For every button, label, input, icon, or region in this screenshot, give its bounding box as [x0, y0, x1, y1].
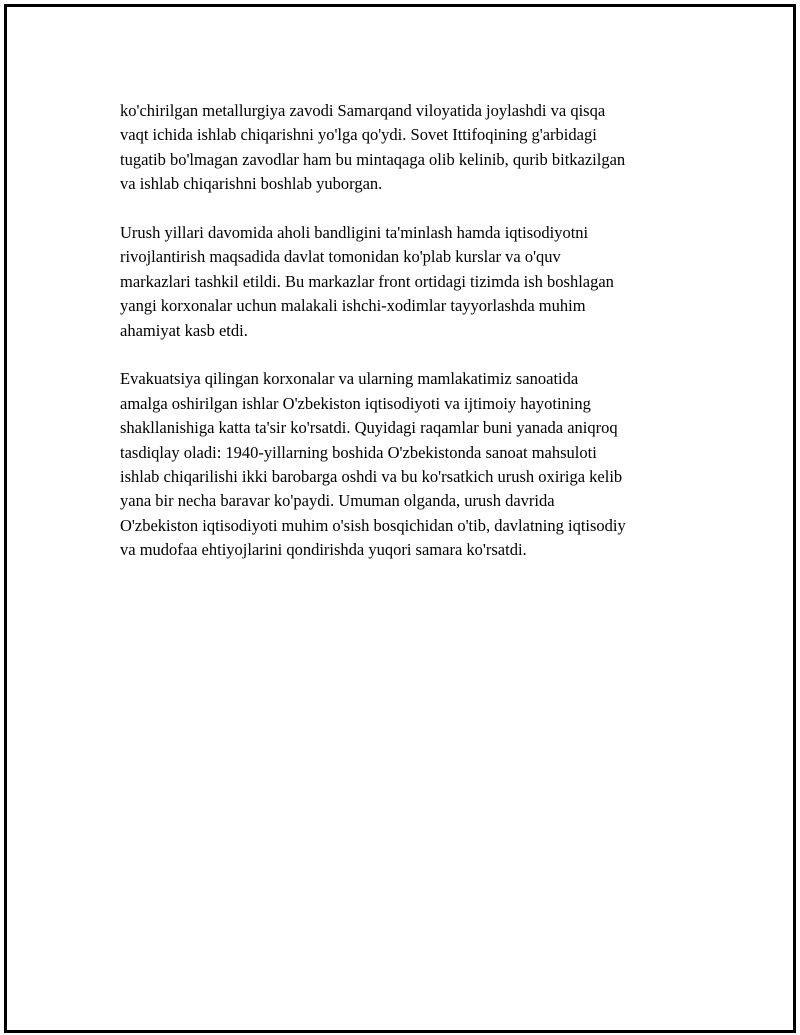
text-line: amalga oshirilgan ishlar O'zbekiston iqtisodiyoti va ijtimoiy hayotining: [120, 393, 591, 413]
text-line: ahamiyat kasb etdi.: [120, 320, 248, 340]
text-line: ko'chirilgan metallurgiya zavodi Samarqand viloyatida joylashdi va qisqa: [120, 101, 606, 120]
text-line: O'zbekiston iqtisodiyoti muhim o'sish bosqichidan o'tib, davlatning iqtisodiy: [120, 515, 626, 535]
text-line: tasdiqlay oladi: 1940-yillarning boshida O'zbekistonda sanoat mahsuloti: [120, 442, 597, 462]
text-line: va mudofaa ehtiyojlarini qondirishda yuqori samara ko'rsatdi.: [120, 540, 527, 560]
text-line: shakllanishiga katta ta'sir ko'rsatdi. Quyidagi raqamlar buni yanada aniqroq: [120, 418, 618, 438]
text-line: va ishlab chiqarishni boshlab yuborgan.: [120, 174, 383, 194]
text-line: markazlari tashkil etildi. Bu markazlar front ortidagi tizimda ish boshlagan: [120, 271, 614, 291]
text-line: yana bir necha baravar ko'paydi. Umuman olganda, urush davrida: [120, 491, 555, 511]
text-line: rivojlantirish maqsadida davlat tomonidan ko'plab kurslar va o'quv: [120, 247, 561, 267]
page-frame: [4, 4, 796, 1033]
paragraph-3: [120, 367, 710, 562]
paragraph-2: [120, 221, 710, 343]
text-line: tugatib bo'lmagan zavodlar ham bu mintaqaga olib kelinib, qurib bitkazilgan: [120, 149, 626, 169]
paragraph-1: [120, 99, 710, 197]
text-line: ishlab chiqarilishi ikki barobarga oshdi va bu ko'rsatkich urush oxiriga kelib: [120, 467, 623, 487]
text-line: Evakuatsiya qilingan korxonalar va ularning mamlakatimiz sanoatida: [120, 369, 579, 389]
text-line: yangi korxonalar uchun malakali ishchi-xodimlar tayyorlashda muhim: [120, 296, 586, 316]
text-line: vaqt ichida ishlab chiqarishni yo'lga qo'ydi. Sovet Ittifoqining g'arbidagi: [120, 125, 597, 145]
document-body: [120, 99, 710, 587]
text-line: Urush yillari davomida aholi bandligini ta'minlash hamda iqtisodiyotni: [120, 223, 589, 243]
